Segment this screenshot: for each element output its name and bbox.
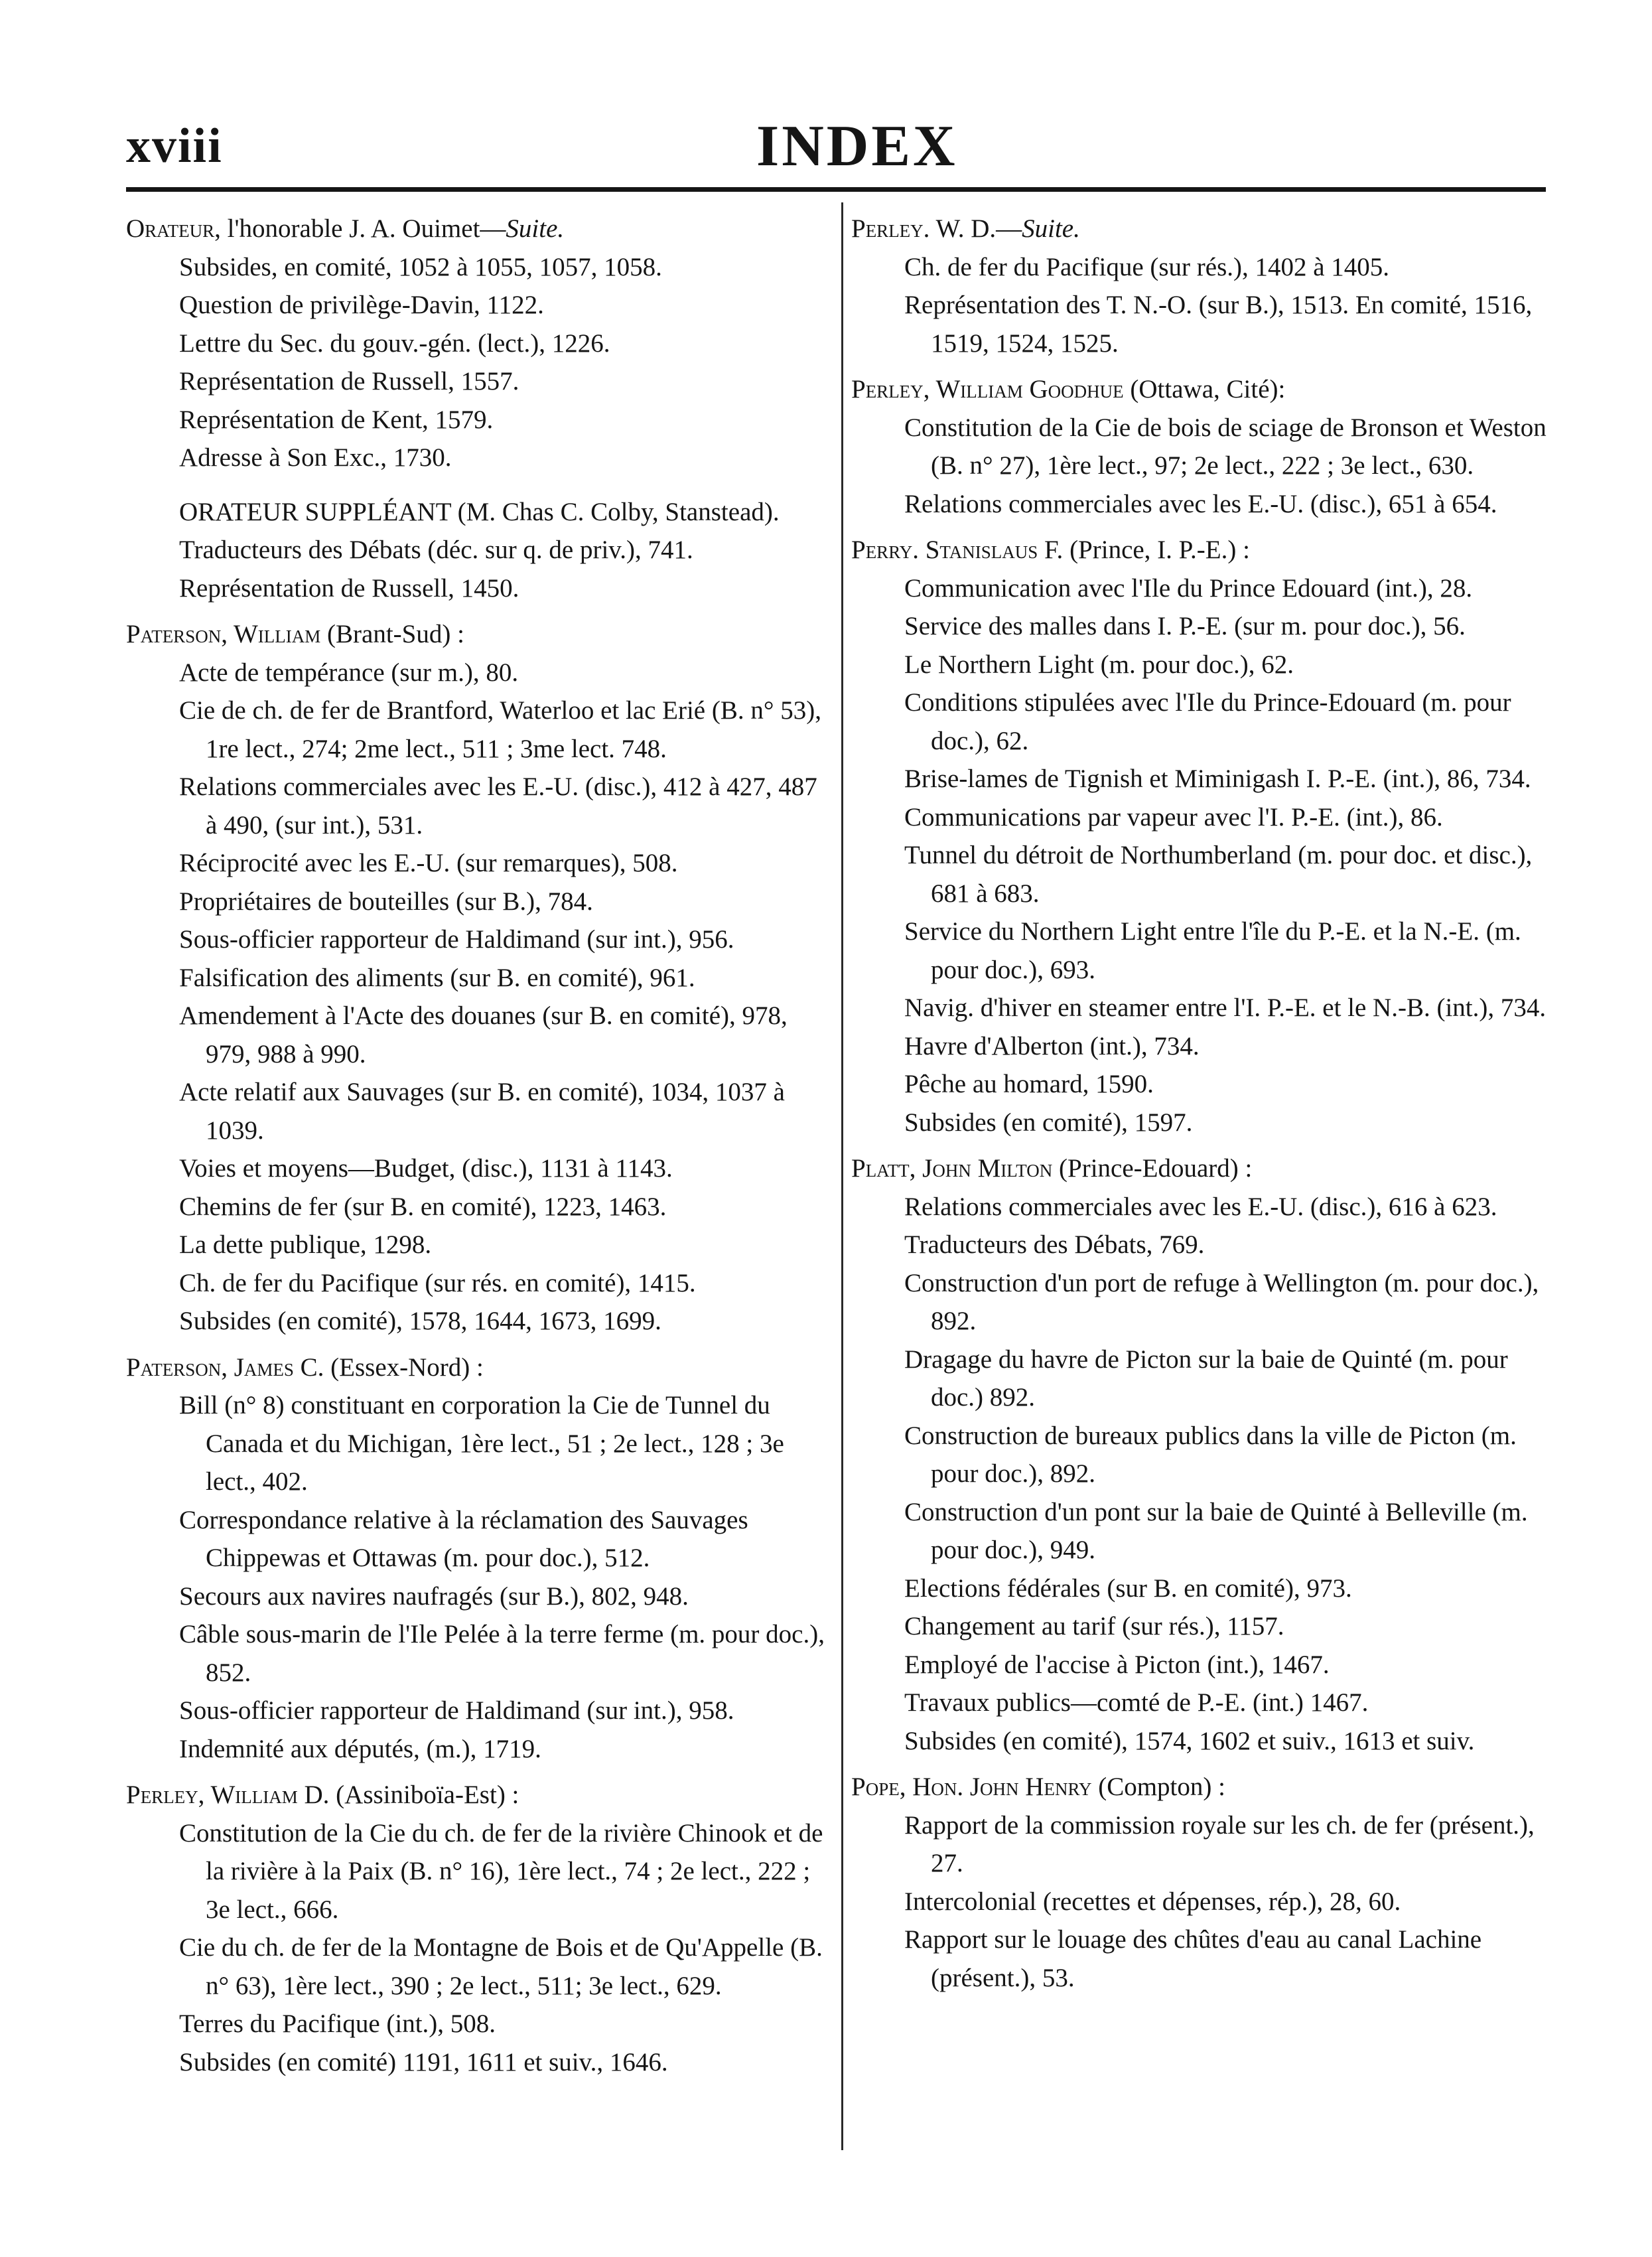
list-item: Relations commerciales avec les E.-U. (disc.), 651 à 654.: [904, 489, 1497, 518]
entry-name: Orateur,: [126, 214, 221, 243]
entry-name: Paterson, William: [126, 620, 321, 648]
list-item: Ch. de fer du Pacifique (sur rés. en comité), 1415.: [179, 1268, 696, 1297]
list-item: Constitution de la Cie de bois de sciage de Bronson et Weston (B. n° 27), 1ère lect., 97; 2e lect., 222 ; 3e lect., 630.: [904, 413, 1547, 480]
entry-name: Platt, John Milton: [851, 1154, 1053, 1183]
list-item: Dragage du havre de Picton sur la baie de Quinté (m. pour doc.) 892.: [904, 1345, 1508, 1412]
header-rule: [126, 187, 1546, 192]
list-item: Service du Northern Light entre l'île du P.-E. et la N.-E. (m. pour doc.), 693.: [904, 917, 1521, 984]
page-header: [0, 0, 1652, 199]
index-entry-paterson-james: [126, 1348, 829, 1769]
list-item: Cie du ch. de fer de la Montagne de Bois et de Qu'Appelle (B. n° 63), 1ère lect., 390 ; 2e lect., 511; 3e lect., 629.: [179, 1933, 823, 2000]
list-item: Représentation de Kent, 1579.: [179, 405, 494, 434]
list-item: Constitution de la Cie du ch. de fer de la rivière Chinook et de la rivière à la Paix (B. n° 16), 1ère lect., 74 ; 2e lect., 222 ; 3e lect., 666.: [179, 1818, 823, 1924]
entry-name: Paterson, James C.: [126, 1352, 324, 1382]
entry-name: Perley, William D.: [126, 1781, 330, 1809]
entry-descriptor: —: [996, 214, 1022, 243]
list-item: Tunnel du détroit de Northumberland (m. pour doc. et disc.), 681 à 683.: [904, 841, 1533, 908]
index-entry-platt-john-milton: [851, 1149, 1551, 1760]
list-item: Réciprocité avec les E.-U. (sur remarques), 508.: [179, 849, 678, 877]
list-item: Rapport sur le louage des chûtes d'eau au canal Lachine (présent.), 53.: [904, 1925, 1482, 1992]
list-item: Intercolonial (recettes et dépenses, rép.), 28, 60.: [904, 1887, 1401, 1916]
list-item: Subsides (en comité), 1574, 1602 et suiv., 1613 et suiv.: [904, 1726, 1475, 1755]
list-item: Navig. d'hiver en steamer entre l'I. P.-E. et le N.-B. (int.), 734.: [904, 993, 1547, 1022]
index-entry-orateur: [126, 210, 829, 607]
list-item: Conditions stipulées avec l'Ile du Prince-Edouard (m. pour doc.), 62.: [904, 688, 1511, 755]
index-entry-perley-william-goodhue: [851, 370, 1551, 523]
entry-heading: [851, 210, 1551, 248]
list-item: Elections fédérales (sur B. en comité), 973.: [904, 1573, 1352, 1603]
list-item: Représentation des T. N.-O. (sur B.), 1513. En comité, 1516, 1519, 1524, 1525.: [904, 291, 1533, 358]
index-entry-perry-stanislaus: [851, 531, 1551, 1141]
list-item: Amendement à l'Acte des douanes (sur B. en comité), 978, 979, 988 à 990.: [179, 1001, 788, 1068]
list-item: Terres du Pacifique (int.), 508.: [179, 2009, 496, 2038]
page-number: xviii: [126, 119, 223, 173]
index-entry-paterson-william: [126, 615, 829, 1341]
column-divider: [841, 202, 843, 2150]
list-item: Sous-officier rapporteur de Haldimand (sur int.), 956.: [179, 925, 734, 954]
entry-descriptor: (Ottawa, Cité):: [1123, 375, 1286, 403]
list-item: Rapport de la commission royale sur les ch. de fer (présent.), 27.: [904, 1810, 1535, 1877]
entry-name: Pope, Hon. John Henry: [851, 1773, 1092, 1801]
list-item: Construction de bureaux publics dans la ville de Picton (m. pour doc.), 892.: [904, 1421, 1517, 1488]
entry-descriptor: (Assiniboïa-Est) :: [329, 1781, 519, 1809]
entry-heading: [851, 1149, 1551, 1188]
list-item: Service des malles dans I. P.-E. (sur m. pour doc.), 56.: [904, 612, 1466, 640]
list-item: Bill (n° 8) constituant en corporation la Cie de Tunnel du Canada et du Michigan, 1ère lect., 51 ; 2e lect., 128 ; 3e lect., 402.: [179, 1391, 784, 1496]
list-item: La dette publique, 1298.: [179, 1230, 432, 1259]
entry-heading: [851, 370, 1551, 409]
entry-name: Perley. W. D.: [851, 214, 997, 243]
entry-heading: [126, 615, 829, 654]
list-item: Communications par vapeur avec l'I. P.-E. (int.), 86.: [904, 802, 1443, 832]
list-item: Indemnité aux députés, (m.), 1719.: [179, 1734, 541, 1763]
entry-descriptor: (Prince-Edouard) :: [1052, 1154, 1253, 1183]
sub-heading: ORATEUR SUPPLÉANT (M. Chas C. Colby, Stanstead).: [179, 497, 780, 526]
list-item: Employé de l'accise à Picton (int.), 1467.: [904, 1650, 1330, 1679]
list-item: Sous-officier rapporteur de Haldimand (sur int.), 958.: [179, 1696, 734, 1725]
list-item: Adresse à Son Exc., 1730.: [179, 443, 452, 472]
entry-descriptor: (Compton) :: [1091, 1773, 1225, 1801]
entry-descriptor: (Prince, I. P.-E.) :: [1063, 536, 1250, 564]
list-item: Subsides (en comité), 1597.: [904, 1108, 1193, 1137]
list-item: Ch. de fer du Pacifique (sur rés.), 1402 à 1405.: [904, 252, 1390, 281]
list-item: Subsides (en comité) 1191, 1611 et suiv., 1646.: [179, 2047, 668, 2076]
entry-name: Perry. Stanislaus F.: [851, 536, 1064, 564]
list-item: Traducteurs des Débats (déc. sur q. de priv.), 741.: [179, 536, 693, 564]
list-item: Représentation de Russell, 1557.: [179, 367, 519, 396]
entry-descriptor: (Essex-Nord) :: [324, 1352, 484, 1382]
list-item: Travaux publics—comté de P.-E. (int.) 1467.: [904, 1688, 1369, 1717]
list-item: Changement au tarif (sur rés.), 1157.: [904, 1612, 1284, 1640]
entry-heading: [851, 531, 1551, 569]
list-item: Voies et moyens—Budget, (disc.), 1131 à 1143.: [179, 1154, 673, 1183]
right-column: [851, 210, 1551, 2005]
list-item: Construction d'un pont sur la baie de Quinté à Belleville (m. pour doc.), 949.: [904, 1497, 1528, 1564]
index-entry-pope-john-henry: [851, 1768, 1551, 1997]
list-item: Traducteurs des Débats, 769.: [904, 1230, 1205, 1259]
entry-heading: [851, 1768, 1551, 1806]
list-item: Brise-lames de Tignish et Miminigash I. P.-E. (int.), 86, 734.: [904, 764, 1531, 793]
list-item: Propriétaires de bouteilles (sur B.), 784.: [179, 887, 593, 916]
list-item: Falsification des aliments (sur B. en comité), 961.: [179, 963, 695, 992]
list-item: Lettre du Sec. du gouv.-gén. (lect.), 1226.: [179, 328, 610, 358]
list-item: Havre d'Alberton (int.), 734.: [904, 1031, 1200, 1060]
page-title: INDEX: [756, 114, 958, 179]
index-entry-perley-wd-suite: [851, 210, 1551, 362]
list-item: Communication avec l'Ile du Prince Edouard (int.), 28.: [904, 573, 1473, 603]
list-item: Relations commerciales avec les E.-U. (disc.), 412 à 427, 487 à 490, (sur int.), 531.: [179, 772, 817, 839]
entry-name: Perley, William Goodhue: [851, 375, 1124, 403]
list-item: Câble sous-marin de l'Ile Pelée à la terre ferme (m. pour doc.), 852.: [179, 1620, 825, 1687]
entry-heading: [126, 210, 829, 248]
entry-suite: Suite.: [1022, 214, 1080, 243]
entry-descriptor: (Brant-Sud) :: [320, 620, 464, 648]
entry-heading: [126, 1776, 829, 1814]
list-item: Chemins de fer (sur B. en comité), 1223, 1463.: [179, 1192, 667, 1221]
list-item: Représentation de Russell, 1450.: [179, 573, 519, 603]
entry-suite: Suite.: [506, 214, 565, 243]
list-item: Subsides (en comité), 1578, 1644, 1673, 1699.: [179, 1307, 661, 1335]
list-item: Le Northern Light (m. pour doc.), 62.: [904, 650, 1294, 679]
list-item: Construction d'un port de refuge à Wellington (m. pour doc.), 892.: [904, 1268, 1539, 1335]
list-item: Acte relatif aux Sauvages (sur B. en comité), 1034, 1037 à 1039.: [179, 1078, 785, 1145]
index-entry-perley-william-d: [126, 1776, 829, 2081]
left-column: [126, 210, 829, 2089]
entry-descriptor: l'honorable J. A. Ouimet—: [220, 214, 506, 243]
list-item: Question de privilège-Davin, 1122.: [179, 291, 544, 319]
list-item: Relations commerciales avec les E.-U. (disc.), 616 à 623.: [904, 1192, 1497, 1221]
list-item: Pêche au homard, 1590.: [904, 1070, 1154, 1098]
entry-heading: [126, 1348, 829, 1387]
list-item: Cie de ch. de fer de Brantford, Waterloo et lac Erié (B. n° 53), 1re lect., 274; 2me lect., 511 ; 3me lect. 748.: [179, 696, 821, 763]
list-item: Subsides, en comité, 1052 à 1055, 1057, 1058.: [179, 252, 662, 281]
list-item: Acte de tempérance (sur m.), 80.: [179, 658, 519, 687]
list-item: Secours aux navires naufragés (sur B.), 802, 948.: [179, 1581, 689, 1611]
list-item: Correspondance relative à la réclamation des Sauvages Chippewas et Ottawas (m. pour doc.), 512.: [179, 1505, 748, 1572]
